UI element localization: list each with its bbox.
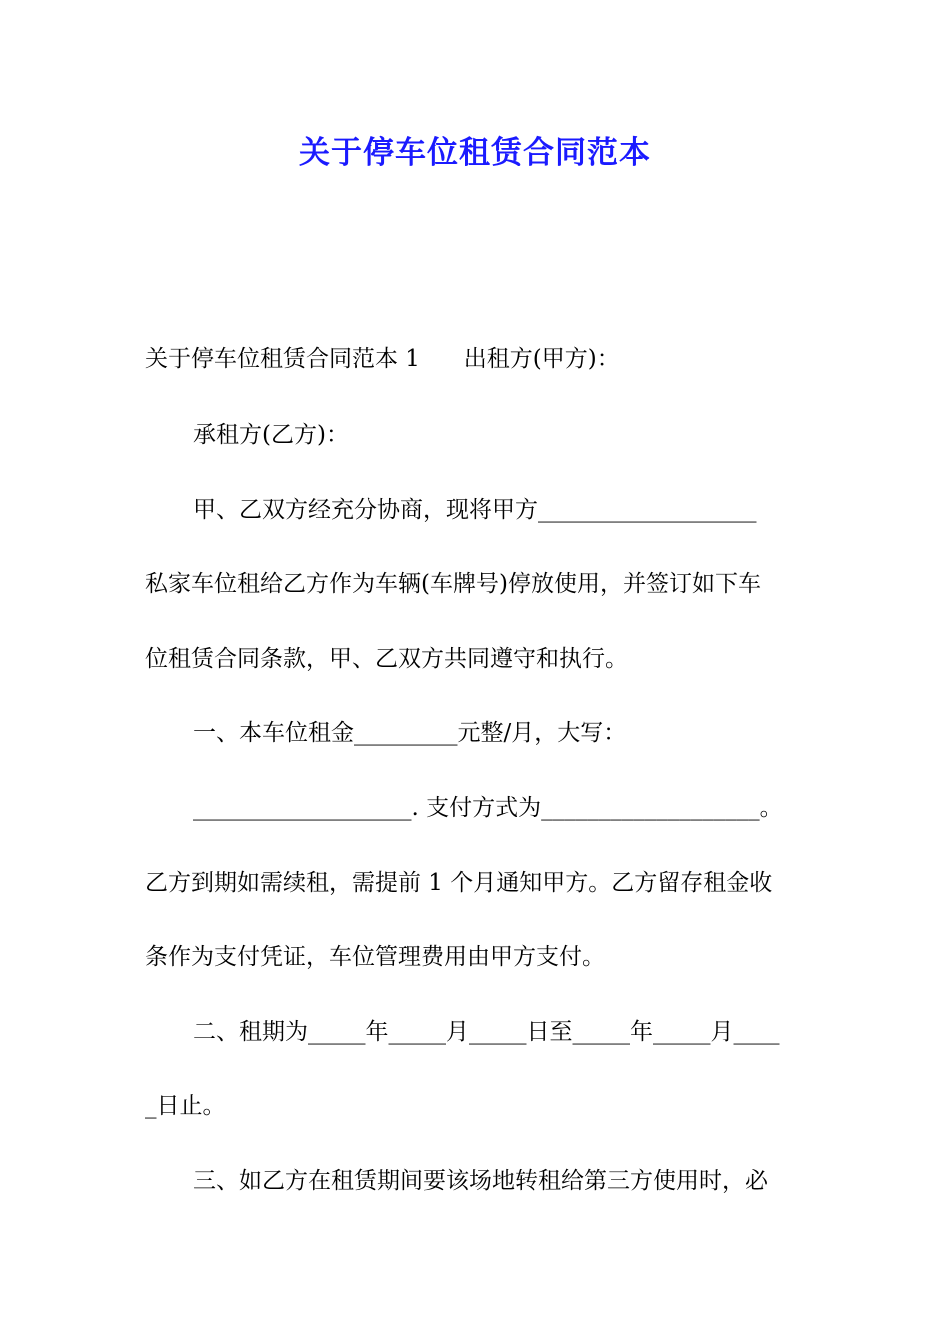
paragraph-line: 位租赁合同条款，甲、乙双方共同遵守和执行。 bbox=[145, 646, 628, 672]
paragraph-line: 一、本车位租金_________元整/月，大写： bbox=[193, 720, 627, 746]
paragraph-line: 关于停车位租赁合同范本 1 出租方(甲方)： bbox=[145, 346, 620, 372]
paragraph-line: 承租方(乙方)： bbox=[193, 422, 349, 448]
page-title: 关于停车位租赁合同范本 bbox=[299, 135, 651, 171]
paragraph-line: ___________________. 支付方式为___________________。 bbox=[193, 795, 783, 821]
paragraph-line: 甲、乙双方经充分协商，现将甲方___________________ bbox=[193, 497, 757, 523]
paragraph-line: 三、如乙方在租赁期间要该场地转租给第三方使用时，必 bbox=[193, 1168, 768, 1194]
paragraph-line: 二、租期为_____年_____月_____日至_____年_____月____ bbox=[193, 1019, 780, 1045]
paragraph-line: 私家车位租给乙方作为车辆(车牌号)停放使用，并签订如下车 bbox=[145, 571, 761, 597]
paragraph-line: _日止。 bbox=[145, 1093, 226, 1119]
paragraph-line: 乙方到期如需续租，需提前 1 个月通知甲方。乙方留存租金收 bbox=[145, 870, 773, 896]
paragraph-line: 条作为支付凭证，车位管理费用由甲方支付。 bbox=[145, 944, 605, 970]
